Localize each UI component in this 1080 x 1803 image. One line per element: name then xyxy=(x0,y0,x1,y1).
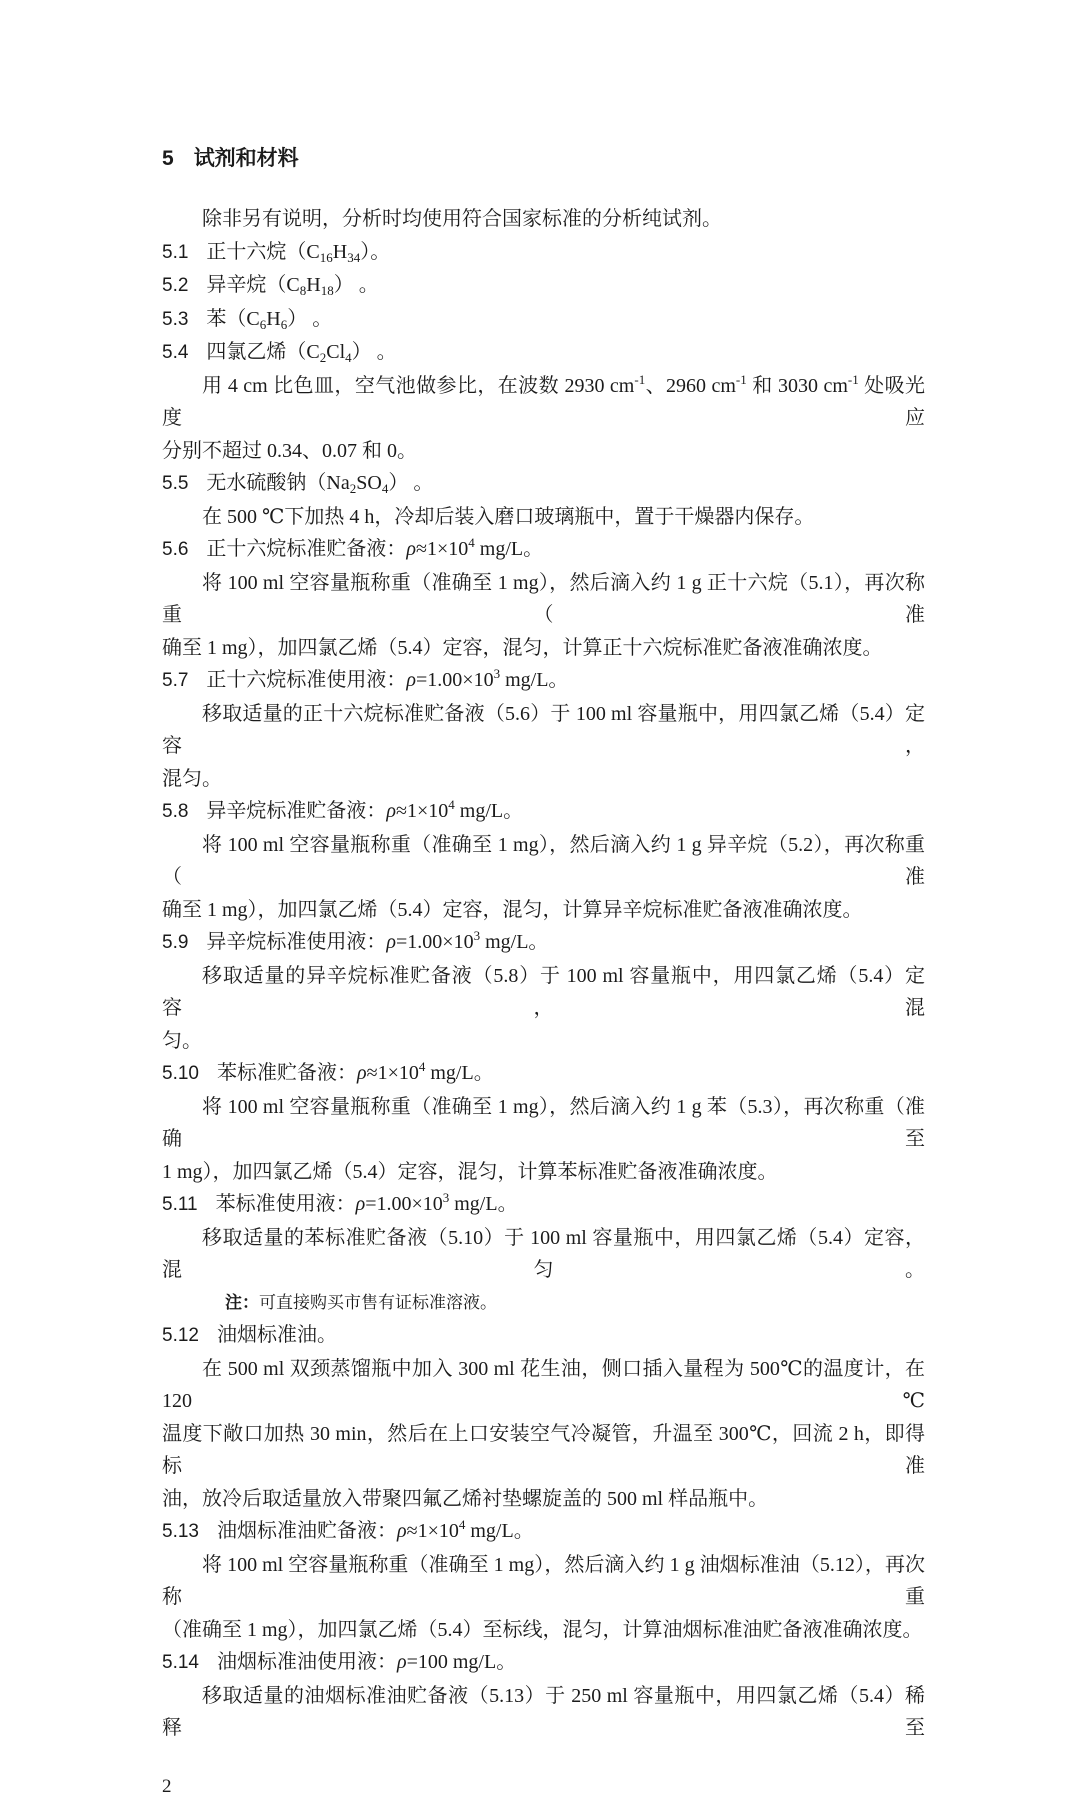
text-segment: 3 xyxy=(493,666,501,681)
section-line xyxy=(162,1319,925,1353)
section-line xyxy=(162,533,925,567)
section-number: 5.5 xyxy=(162,473,189,494)
text-line xyxy=(162,1483,925,1516)
text-segment: 8 xyxy=(299,283,307,298)
text-segment: -1 xyxy=(634,371,646,387)
text-segment: 油，放冷后取适量放入带聚四氟乙烯衬垫螺旋盖的 500 ml 样品瓶中。 xyxy=(162,1487,769,1510)
text-line xyxy=(162,203,925,236)
text-segment: 异辛烷标准贮备液： xyxy=(206,800,387,822)
text-segment: 34 xyxy=(347,249,361,265)
text-segment: 2 xyxy=(349,481,357,496)
text-line xyxy=(162,1418,925,1483)
text-segment: =1.00×10 xyxy=(365,1193,443,1215)
text-segment: =1.00×10 xyxy=(416,669,494,691)
text-segment: H xyxy=(332,240,348,263)
section-line xyxy=(162,1057,925,1091)
text-segment: 匀。 xyxy=(162,1029,202,1052)
section-heading-title: 试剂和材料 xyxy=(193,147,299,170)
text-line xyxy=(162,698,925,763)
text-segment: ρ xyxy=(355,1193,366,1215)
page-number: 2 xyxy=(162,1775,172,1797)
text-segment: （准确至 1 mg），加四氯乙烯（5.4）至标线，混匀，计算油烟标准油贮备液准确浓度。 xyxy=(162,1618,923,1641)
section-number: 5.13 xyxy=(162,1521,199,1542)
section-line xyxy=(162,926,925,960)
text-segment: 在 500 ml 双颈蒸馏瓶中加入 300 ml 花生油，侧口插入量程为 500℃的温度计，在 120℃ xyxy=(162,1357,925,1412)
text-segment: 温度下敞口加热 30 min，然后在上口安装空气冷凝管，升温至 300℃，回流 2 h，即得标准 xyxy=(162,1422,925,1477)
text-segment: ） 。 xyxy=(333,274,379,296)
section-line xyxy=(162,236,925,270)
text-segment: 油烟标准油。 xyxy=(216,1324,337,1346)
section-number: 5.2 xyxy=(162,275,189,296)
text-segment: 苯（C xyxy=(206,307,260,330)
text-line xyxy=(162,1091,925,1156)
text-line xyxy=(162,501,925,534)
text-segment: 异辛烷标准使用液： xyxy=(206,931,387,953)
text-segment: 将 100 ml 空容量瓶称重（准确至 1 mg），然后滴入约 1 g 油烟标准油（5.12），再次称重 xyxy=(162,1553,925,1608)
section-number: 5.12 xyxy=(162,1325,199,1346)
text-segment: 4 xyxy=(468,535,475,550)
section-number: 5.11 xyxy=(162,1194,198,1215)
text-line xyxy=(162,370,925,435)
text-segment: mg/L。 xyxy=(474,538,544,560)
text-segment: 和 3030 cm xyxy=(746,374,848,397)
text-segment: 6 xyxy=(280,316,288,332)
text-segment: 异辛烷（C xyxy=(206,274,300,296)
note-line xyxy=(162,1287,925,1320)
text-segment: SO xyxy=(356,472,382,494)
text-segment: 确至 1 mg），加四氯乙烯（5.4）定容，混匀，计算正十六烷标准贮备液准确浓度。 xyxy=(162,636,883,659)
text-segment: 可直接购买市售有证标准溶液。 xyxy=(259,1292,497,1312)
text-segment: mg/L。 xyxy=(454,800,524,822)
section-number: 5.1 xyxy=(162,241,189,263)
text-segment: 用 4 cm 比色皿，空气池做参比，在波数 2930 cm xyxy=(202,374,635,397)
text-segment: =1.00×10 xyxy=(396,931,474,953)
text-line xyxy=(162,763,925,796)
text-segment: 18 xyxy=(320,283,334,298)
text-line xyxy=(162,567,925,632)
section-number: 5.10 xyxy=(162,1063,199,1084)
text-segment: ρ xyxy=(406,538,417,560)
text-line xyxy=(162,829,925,894)
text-segment: ≈1×10 xyxy=(366,1062,419,1084)
text-segment: ρ xyxy=(356,1062,367,1084)
text-segment: mg/L。 xyxy=(480,931,549,953)
text-segment: Cl xyxy=(326,341,346,363)
text-segment: 四氯乙烯（C xyxy=(206,341,320,363)
section-heading-number: 5 xyxy=(162,147,174,170)
text-segment: 油烟标准油贮备液： xyxy=(216,1520,397,1542)
text-segment: 4 xyxy=(448,797,455,812)
text-segment: 移取适量的油烟标准油贮备液（5.13）于 250 ml 容量瓶中，用四氯乙烯（5.4）稀释至 xyxy=(162,1684,925,1739)
text-segment: 3 xyxy=(442,1190,450,1205)
text-segment: 4 xyxy=(345,350,352,365)
text-segment: ρ xyxy=(396,1520,407,1542)
text-segment: 将 100 ml 空容量瓶称重（准确至 1 mg），然后滴入约 1 g 正十六烷（5.1），再次称重（准 xyxy=(162,571,925,626)
section-number: 5.8 xyxy=(162,801,189,822)
text-segment: ρ xyxy=(386,931,397,953)
text-segment: 正十六烷标准使用液： xyxy=(206,669,407,691)
section-line xyxy=(162,336,925,370)
text-segment: 注： xyxy=(225,1292,259,1312)
section-number: 5.7 xyxy=(162,670,189,691)
section-number: 5.3 xyxy=(162,308,189,330)
text-line xyxy=(162,1680,925,1745)
text-segment: 6 xyxy=(259,316,267,332)
text-segment: 、2960 cm xyxy=(645,374,736,397)
text-line xyxy=(162,435,925,468)
section-line xyxy=(162,467,925,501)
text-segment: 正十六烷标准贮备液： xyxy=(206,538,407,560)
section-line xyxy=(162,1646,925,1680)
section-number: 5.6 xyxy=(162,539,189,560)
text-segment: 正十六烷（C xyxy=(206,240,320,263)
section-line xyxy=(162,795,925,829)
text-segment: -1 xyxy=(847,371,859,387)
section-line xyxy=(162,1515,925,1549)
text-line xyxy=(162,894,925,927)
text-segment: 3 xyxy=(473,928,481,943)
section-number: 5.9 xyxy=(162,932,189,953)
text-line xyxy=(162,1025,925,1058)
text-line xyxy=(162,1614,925,1647)
text-segment: ） 。 xyxy=(287,307,333,330)
text-segment: ≈1×10 xyxy=(406,1520,459,1542)
text-segment: 移取适量的异辛烷标准贮备液（5.8）于 100 ml 容量瓶中，用四氯乙烯（5.4）定容，混 xyxy=(162,964,925,1019)
text-line xyxy=(162,1549,925,1614)
text-segment: 1 mg），加四氯乙烯（5.4）定容，混匀，计算苯标准贮备液准确浓度。 xyxy=(162,1160,778,1183)
text-line xyxy=(162,1156,925,1189)
text-line xyxy=(162,960,925,1025)
text-segment: 苯标准使用液： xyxy=(215,1193,356,1215)
section-line xyxy=(162,664,925,698)
text-segment: ） 。 xyxy=(388,472,434,494)
section-line xyxy=(162,269,925,303)
text-segment: 移取适量的正十六烷标准贮备液（5.6）于 100 ml 容量瓶中，用四氯乙烯（5.4）定容， xyxy=(162,702,925,757)
text-segment: 油烟标准油使用液： xyxy=(216,1651,397,1673)
text-segment: 16 xyxy=(319,249,333,265)
section-number: 5.4 xyxy=(162,342,189,363)
section-line xyxy=(162,303,925,337)
text-segment: mg/L。 xyxy=(449,1193,518,1215)
text-segment: ≈1×10 xyxy=(396,800,449,822)
text-segment: H xyxy=(266,307,281,330)
section-line xyxy=(162,1188,925,1222)
text-line xyxy=(162,1222,925,1287)
text-segment: mg/L。 xyxy=(425,1062,494,1084)
document-body xyxy=(162,203,925,1745)
text-segment: 4 xyxy=(458,1517,466,1532)
text-segment: 确至 1 mg），加四氯乙烯（5.4）定容，混匀，计算异辛烷标准贮备液准确浓度。 xyxy=(162,898,863,921)
text-segment: 在 500 ℃下加热 4 h，冷却后装入磨口玻璃瓶中，置于干燥器内保存。 xyxy=(202,505,815,528)
text-segment: ）。 xyxy=(360,240,391,263)
text-segment: 将 100 ml 空容量瓶称重（准确至 1 mg），然后滴入约 1 g 异辛烷（5.2），再次称重（准 xyxy=(162,833,925,888)
text-segment: 无水硫酸钠（Na xyxy=(206,472,350,494)
text-segment: 苯标准贮备液： xyxy=(216,1062,357,1084)
text-segment: 2 xyxy=(319,350,327,365)
text-segment: 除非另有说明，分析时均使用符合国家标准的分析纯试剂。 xyxy=(202,208,722,230)
text-segment: 移取适量的苯标准贮备液（5.10）于 100 ml 容量瓶中，用四氯乙烯（5.4）定容，混匀。 xyxy=(162,1226,925,1281)
text-segment: ρ xyxy=(396,1651,407,1673)
text-segment: ρ xyxy=(386,800,397,822)
text-segment: =100 mg/L。 xyxy=(406,1651,517,1673)
text-segment: mg/L。 xyxy=(465,1520,534,1542)
text-segment: ρ xyxy=(406,669,417,691)
text-segment: 处吸光度应 xyxy=(162,374,926,429)
section-number: 5.14 xyxy=(162,1652,199,1673)
text-segment: -1 xyxy=(735,371,747,387)
text-segment: 4 xyxy=(381,481,389,496)
text-segment: ≈1×10 xyxy=(416,538,469,560)
text-segment: H xyxy=(306,274,321,296)
text-line xyxy=(162,1353,925,1418)
text-segment: 混匀。 xyxy=(162,767,222,790)
text-segment: 4 xyxy=(418,1059,426,1074)
text-segment: mg/L。 xyxy=(500,669,569,691)
text-segment: 分别不超过 0.34、0.07 和 0。 xyxy=(162,439,417,462)
section-heading xyxy=(162,142,925,175)
text-segment: 将 100 ml 空容量瓶称重（准确至 1 mg），然后滴入约 1 g 苯（5.3），再次称重（准确至 xyxy=(162,1095,925,1150)
text-line xyxy=(162,632,925,665)
text-segment: ） 。 xyxy=(351,341,397,363)
